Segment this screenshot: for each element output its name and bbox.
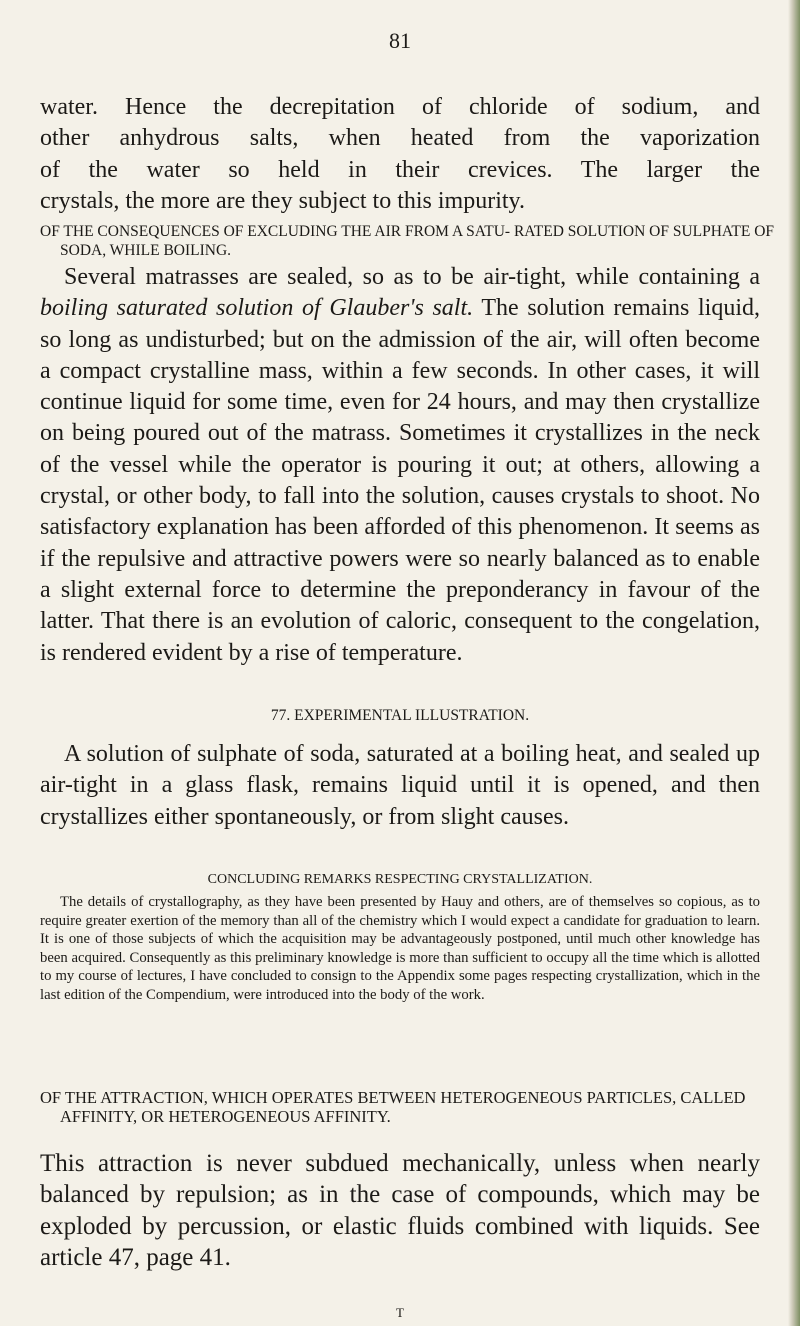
paragraph-crystallography: The details of crystallography, as they have been presented by Hauy and others, are of themselves so copious, as to require greater exertion of the memory than all of the chemistry which I would expect a candidate for graduation to learn. It is one of those subjects of which the acquisition may be advantageously postponed, until much other knowledge has been acquired. Consequently as this preliminary knowledge is more than sufficient to occupy all the time which is allotted to my course of lectures, I have concluded to consign to the Appendix some pages respecting crystallization, which in the last edition of the Compendium, were introduced into the body of the work. xyxy=(40,894,760,1003)
para2-italic-text: boiling saturated solution of Glauber's salt. xyxy=(40,295,474,322)
section-heading-concluding-remarks: CONCLUDING REMARKS RESPECTING CRYSTALLIZATION. xyxy=(207,872,593,887)
para1-line: crystals, the more are they subject to this impurity. xyxy=(40,187,525,214)
section-heading-illustration: 77. EXPERIMENTAL ILLUSTRATION. xyxy=(270,707,530,724)
paragraph-matrasses xyxy=(40,262,760,669)
para2-text-end: The solution remains liquid, so long as undisturbed; but on the admission of the air, will often become a compact crystalline mass, within a few seconds. In other cases, it will continue liquid for some time, even for 24 hours, and may then crystallize on being poured out of the matrass. Sometimes it crystallizes in the neck of the vessel while the operator is pouring it out; at others, allowing a crystal, or other body, to fall into the solution, causes crystals to shoot. No satisfactory explanation has been afforded of this phenomenon. It seems as if the repulsive and attractive powers were so nearly balanced as to enable a slight external force to determine the preponderancy in favour of the latter. That there is an evolution of caloric, consequent to the congelation, is rendered evident by a rise of temperature. xyxy=(40,295,760,666)
paragraph-continuation xyxy=(40,92,760,217)
para1-line: other anhydrous salts, when heated from the vaporization xyxy=(40,125,760,152)
paragraph-attraction: This attraction is never subdued mechanically, unless when nearly balanced by repulsion; as in the case of compounds, which may be exploded by percussion, or elastic fluids combined with liquids. See article 47, page 41. xyxy=(40,1150,760,1271)
book-page xyxy=(40,0,775,1326)
page-number: 81 xyxy=(389,28,411,53)
section-heading-affinity: OF THE ATTRACTION, WHICH OPERATES BETWEEN HETEROGENEOUS PARTICLES, CALLED AFFINITY, OR HETEROGENEOUS AFFINITY. xyxy=(40,1088,746,1126)
para1-line: of the water so held in their crevices. The larger the xyxy=(40,156,760,183)
page-edge-shadow xyxy=(788,0,800,1326)
section-heading-consequences: OF THE CONSEQUENCES OF EXCLUDING THE AIR FROM A SATU- RATED SOLUTION OF SULPHATE OF SODA, WHILE BOILING. xyxy=(40,223,775,259)
signature-mark: T xyxy=(396,1305,404,1320)
para1-line: water. Hence the decrepitation of chloride of sodium, and xyxy=(40,94,760,120)
paragraph-solution: A solution of sulphate of soda, saturated at a boiling heat, and sealed up air-tight in a glass flask, remains liquid until it is opened, and then crystallizes either spontaneously, or from slight causes. xyxy=(40,741,760,830)
para2-text-start: Several matrasses are sealed, so as to be air-tight, while containing a xyxy=(64,264,760,290)
